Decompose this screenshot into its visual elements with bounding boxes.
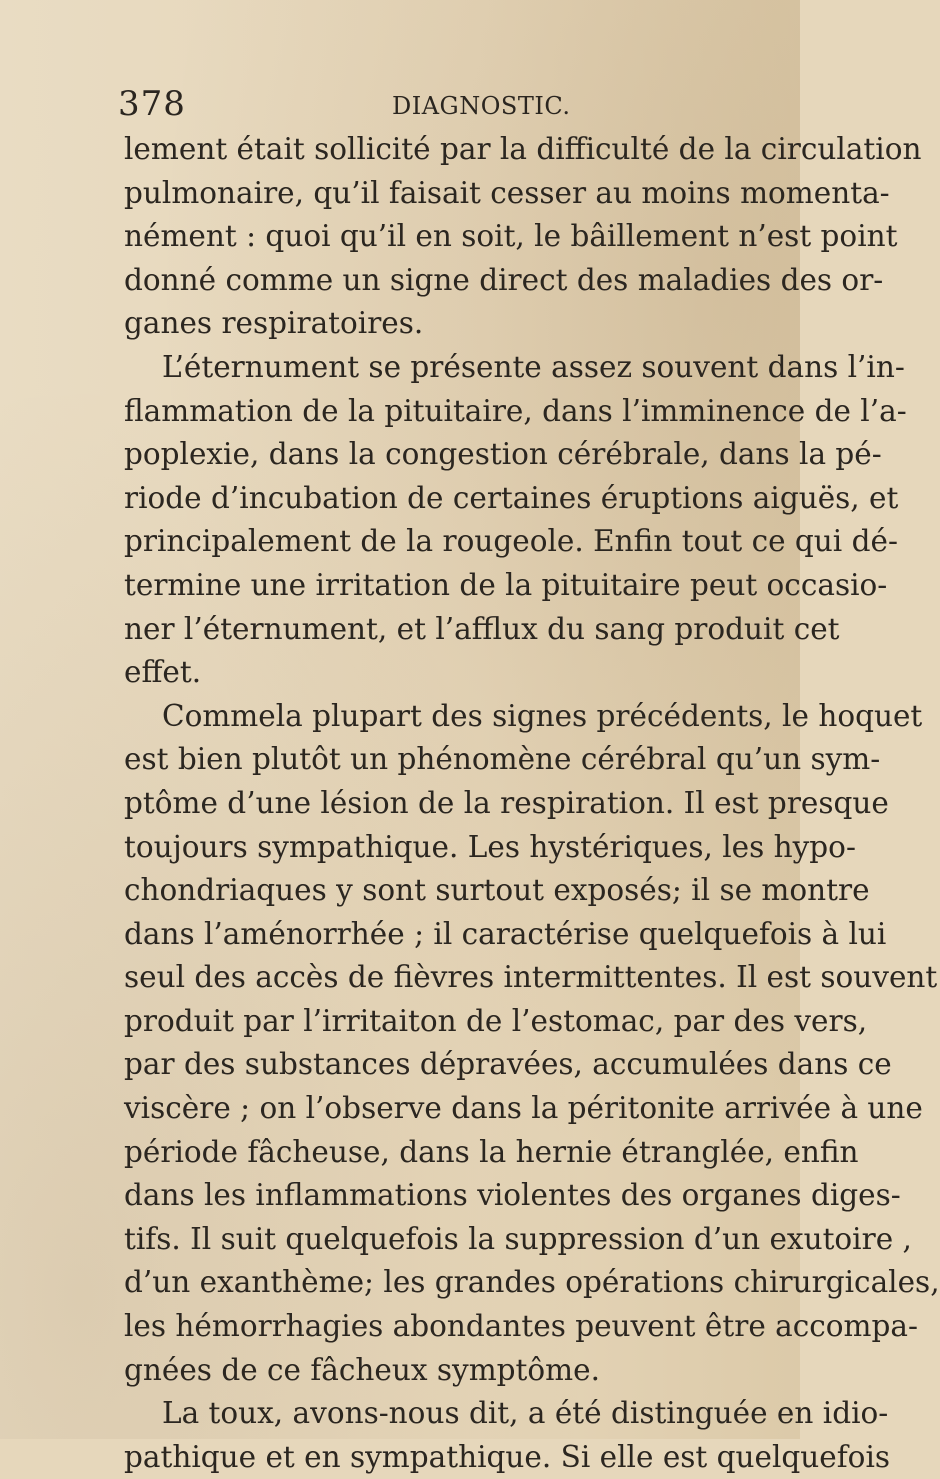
body-text: [124, 128, 940, 1479]
paragraph-start-line: Commela plupart des signes précédents, le hoquet: [162, 698, 923, 733]
text-line: lement était sollicité par la difficulté de la circulation: [124, 132, 922, 166]
text-line: dans les inflammations violentes des organes diges-: [124, 1178, 901, 1213]
text-line: effet.: [124, 655, 202, 690]
text-line: est bien plutôt un phénomène cérébral qu’un sym-: [124, 742, 881, 777]
text-line: principalement de la rougeole. Enfin tout ce qui dé-: [124, 524, 898, 559]
text-line: nément : quoi qu’il en soit, le bâillement n’est point: [124, 219, 898, 254]
text-line: pulmonaire, qu’il faisait cesser au moins momenta-: [124, 175, 890, 210]
paragraph-start-line: L’éternument se présente assez souvent dans l’in-: [162, 349, 905, 384]
text-line: période fâcheuse, dans la hernie étranglée, enfin: [124, 1134, 859, 1169]
page-header: [118, 84, 798, 128]
text-line: d’un exanthème; les grandes opérations chirurgicales,: [124, 1265, 940, 1300]
text-line: viscère ; on l’observe dans la péritonite arrivée à une: [124, 1091, 923, 1126]
text-line: riode d’incubation de certaines éruptions aiguës, et: [124, 480, 899, 515]
text-line: gnées de ce fâcheux symptôme.: [124, 1352, 600, 1387]
running-head: DIAGNOSTIC.: [392, 92, 571, 120]
paragraph-start-line: La toux, avons-nous dit, a été distinguée en idio-: [162, 1396, 889, 1431]
text-line: produit par l’irritaiton de l’estomac, par des vers,: [124, 1003, 868, 1038]
text-line: pathique et en sympathique. Si elle est quelquefois: [124, 1439, 891, 1474]
text-line: tifs. Il suit quelquefois la suppression d’un exutoire ,: [124, 1221, 912, 1256]
page-number: 378: [118, 84, 186, 124]
text-line: flammation de la pituitaire, dans l’imminence de l’a-: [124, 393, 907, 428]
text-line: les hémorrhagies abondantes peuvent être accompa-: [124, 1309, 918, 1344]
text-line: poplexie, dans la congestion cérébrale, dans la pé-: [124, 437, 882, 472]
text-line: dans l’aménorrhée ; il caractérise quelquefois à lui: [124, 916, 887, 951]
text-line: chondriaques y sont surtout exposés; il se montre: [124, 873, 870, 908]
text-line: termine une irritation de la pituitaire peut occasio-: [124, 567, 888, 602]
text-line: toujours sympathique. Les hystériques, les hypo-: [124, 829, 856, 864]
text-line: donné comme un signe direct des maladies des or-: [124, 262, 884, 297]
text-line: seul des accès de fièvres intermittentes. Il est souvent: [124, 960, 938, 995]
text-line: ganes respiratoires.: [124, 306, 424, 341]
text-line: ptôme d’une lésion de la respiration. Il est presque: [124, 785, 889, 820]
text-line: ner l’éternument, et l’afflux du sang produit cet: [124, 611, 840, 646]
text-line: par des substances dépravées, accumulées dans ce: [124, 1047, 892, 1082]
